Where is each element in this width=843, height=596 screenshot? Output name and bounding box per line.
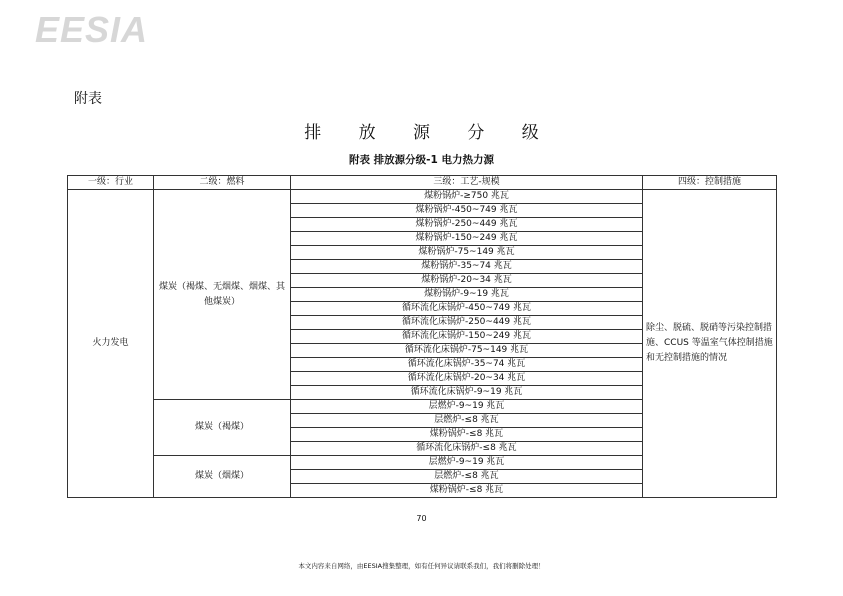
page-title: 排 放 源 分 级 xyxy=(304,123,555,143)
process-cell: 煤粉锅炉-75~149 兆瓦 xyxy=(291,246,643,260)
process-cell: 循环流化床锅炉-≤8 兆瓦 xyxy=(291,442,643,456)
table-body xyxy=(68,190,777,498)
process-cell: 循环流化床锅炉-250~449 兆瓦 xyxy=(291,316,643,330)
process-cell: 煤粉锅炉-20~34 兆瓦 xyxy=(291,274,643,288)
process-cell: 循环流化床锅炉-150~249 兆瓦 xyxy=(291,330,643,344)
process-cell: 煤粉锅炉-≥750 兆瓦 xyxy=(291,190,643,204)
table-caption: 附表 排放源分级-1 电力热力源 xyxy=(349,154,494,166)
section-label: 附表 xyxy=(74,91,102,107)
industry-cell: 火力发电 xyxy=(68,190,154,498)
emission-source-table xyxy=(67,175,777,498)
footer-note: 本文内容来自网络，由EESIA搜集整理，如有任何异议请联系我们，我们将删除处理！ xyxy=(298,562,545,570)
fuel-cell: 煤炭（烟煤） xyxy=(154,456,291,498)
process-cell: 煤粉锅炉-250~449 兆瓦 xyxy=(291,218,643,232)
fuel-cell: 煤炭（褐煤、无烟煤、烟煤、其他煤炭） xyxy=(154,190,291,400)
process-cell: 煤粉锅炉-≤8 兆瓦 xyxy=(291,428,643,442)
process-cell: 层燃炉-9~19 兆瓦 xyxy=(291,456,643,470)
header-level2: 二级：燃料 xyxy=(154,176,291,190)
process-cell: 层燃炉-9~19 兆瓦 xyxy=(291,400,643,414)
table-header-row xyxy=(68,176,777,190)
control-measures-cell: 除尘、脱硫、脱硝等污染控制措施、CCUS 等温室气体控制措施和无控制措施的情况 xyxy=(643,190,777,498)
process-cell: 循环流化床锅炉-75~149 兆瓦 xyxy=(291,344,643,358)
header-level1: 一级：行业 xyxy=(68,176,154,190)
table-row xyxy=(68,190,777,204)
process-cell: 煤粉锅炉-≤8 兆瓦 xyxy=(291,484,643,498)
process-cell: 煤粉锅炉-9~19 兆瓦 xyxy=(291,288,643,302)
process-cell: 层燃炉-≤8 兆瓦 xyxy=(291,470,643,484)
process-cell: 煤粉锅炉-35~74 兆瓦 xyxy=(291,260,643,274)
process-cell: 循环流化床锅炉-35~74 兆瓦 xyxy=(291,358,643,372)
process-cell: 循环流化床锅炉-9~19 兆瓦 xyxy=(291,386,643,400)
page-number: 70 xyxy=(416,514,427,523)
header-level4: 四级：控制措施 xyxy=(643,176,777,190)
process-cell: 循环流化床锅炉-450~749 兆瓦 xyxy=(291,302,643,316)
process-cell: 煤粉锅炉-150~249 兆瓦 xyxy=(291,232,643,246)
fuel-cell: 煤炭（褐煤） xyxy=(154,400,291,456)
process-cell: 煤粉锅炉-450~749 兆瓦 xyxy=(291,204,643,218)
process-cell: 层燃炉-≤8 兆瓦 xyxy=(291,414,643,428)
header-level3: 三级：工艺-规模 xyxy=(291,176,643,190)
eesia-logo: EESIA xyxy=(35,9,149,50)
process-cell: 循环流化床锅炉-20~34 兆瓦 xyxy=(291,372,643,386)
